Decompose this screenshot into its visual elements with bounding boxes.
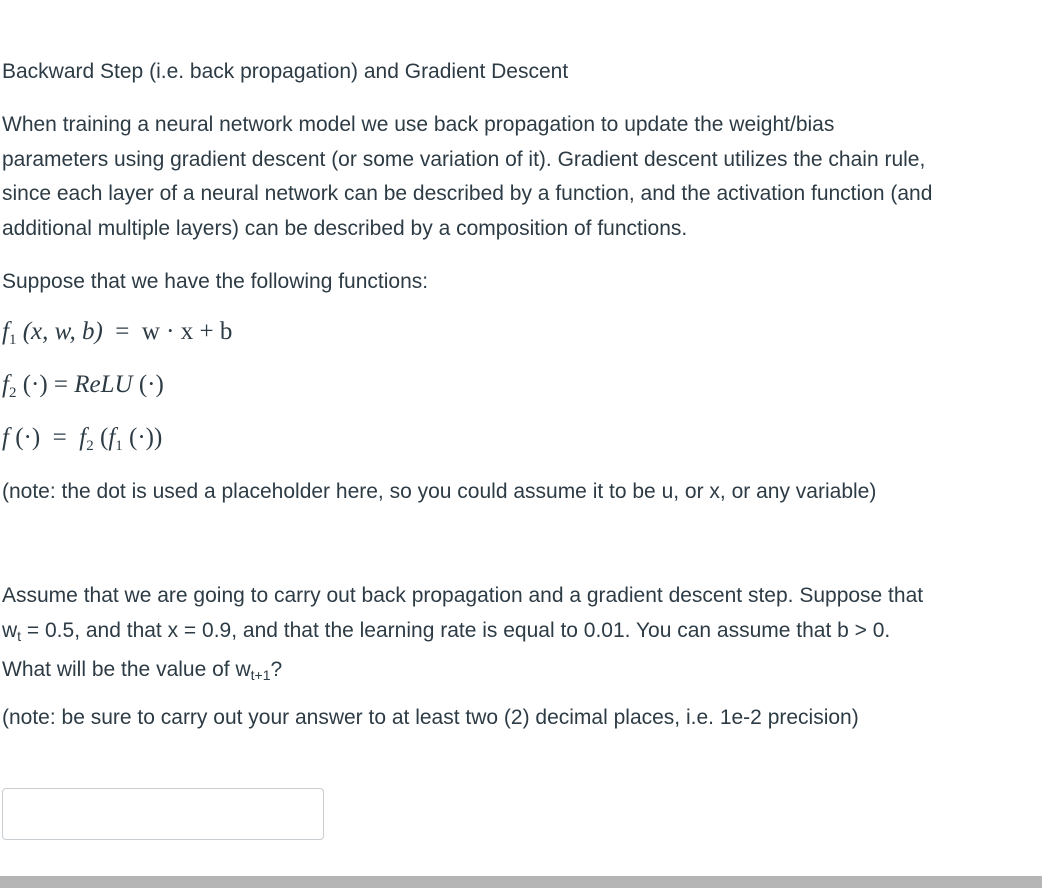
question-line: Assume that we are going to carry out back propagation and a gradient descent step. Suppose that	[2, 584, 924, 607]
f2-arg: (·)	[132, 371, 164, 398]
f1-args: (x, w, b)	[22, 318, 103, 345]
intro-line: additional multiple layers) can be described by a composition of functions.	[2, 216, 688, 240]
intro-line: parameters using gradient descent (or some variation of it). Gradient descent utilizes the chain rule,	[2, 147, 926, 171]
equation-f: f (·) = $f_2$ ($f_1$ (·))	[2, 424, 163, 454]
intro-line: since each layer of a neural network can be described by a function, and the activation function (and	[2, 182, 933, 205]
equation-f2: $f_2$ (·) = ReLU (·)	[2, 371, 164, 401]
f1-rhs: = w · x + b	[115, 318, 233, 345]
question-line: wt = 0.5, and that x = 0.9, and that the learning rate is equal to 0.01. You can assume that b > 0.	[2, 618, 891, 644]
equation-f1: $f_1$ (x, w, b) = w · x + b	[2, 318, 233, 348]
note-precision: (note: be sure to carry out your answer to at least two (2) decimal places, i.e. 1e-2 precision)	[2, 706, 859, 729]
answer-input[interactable]	[2, 788, 324, 840]
question-paragraph	[2, 579, 923, 693]
question-line: What will be the value of wt+1?	[2, 658, 283, 683]
f-inner: (·))	[129, 424, 163, 451]
intro-paragraph	[2, 108, 932, 246]
f-lhs: (·) =	[15, 424, 80, 451]
f2-lhs: (·) =	[22, 371, 75, 398]
suppose-text: Suppose that we have the following functions:	[2, 270, 429, 293]
footer-bar	[0, 876, 1042, 888]
intro-line: When training a neural network model we use back propagation to update the weight/bias	[2, 113, 835, 136]
question-heading: Backward Step (i.e. back propagation) and Gradient Descent	[2, 60, 569, 83]
note-placeholder: (note: the dot is used a placeholder here, so you could assume it to be u, or x, or any variable)	[2, 480, 877, 503]
f2-relu: ReLU	[74, 371, 133, 398]
